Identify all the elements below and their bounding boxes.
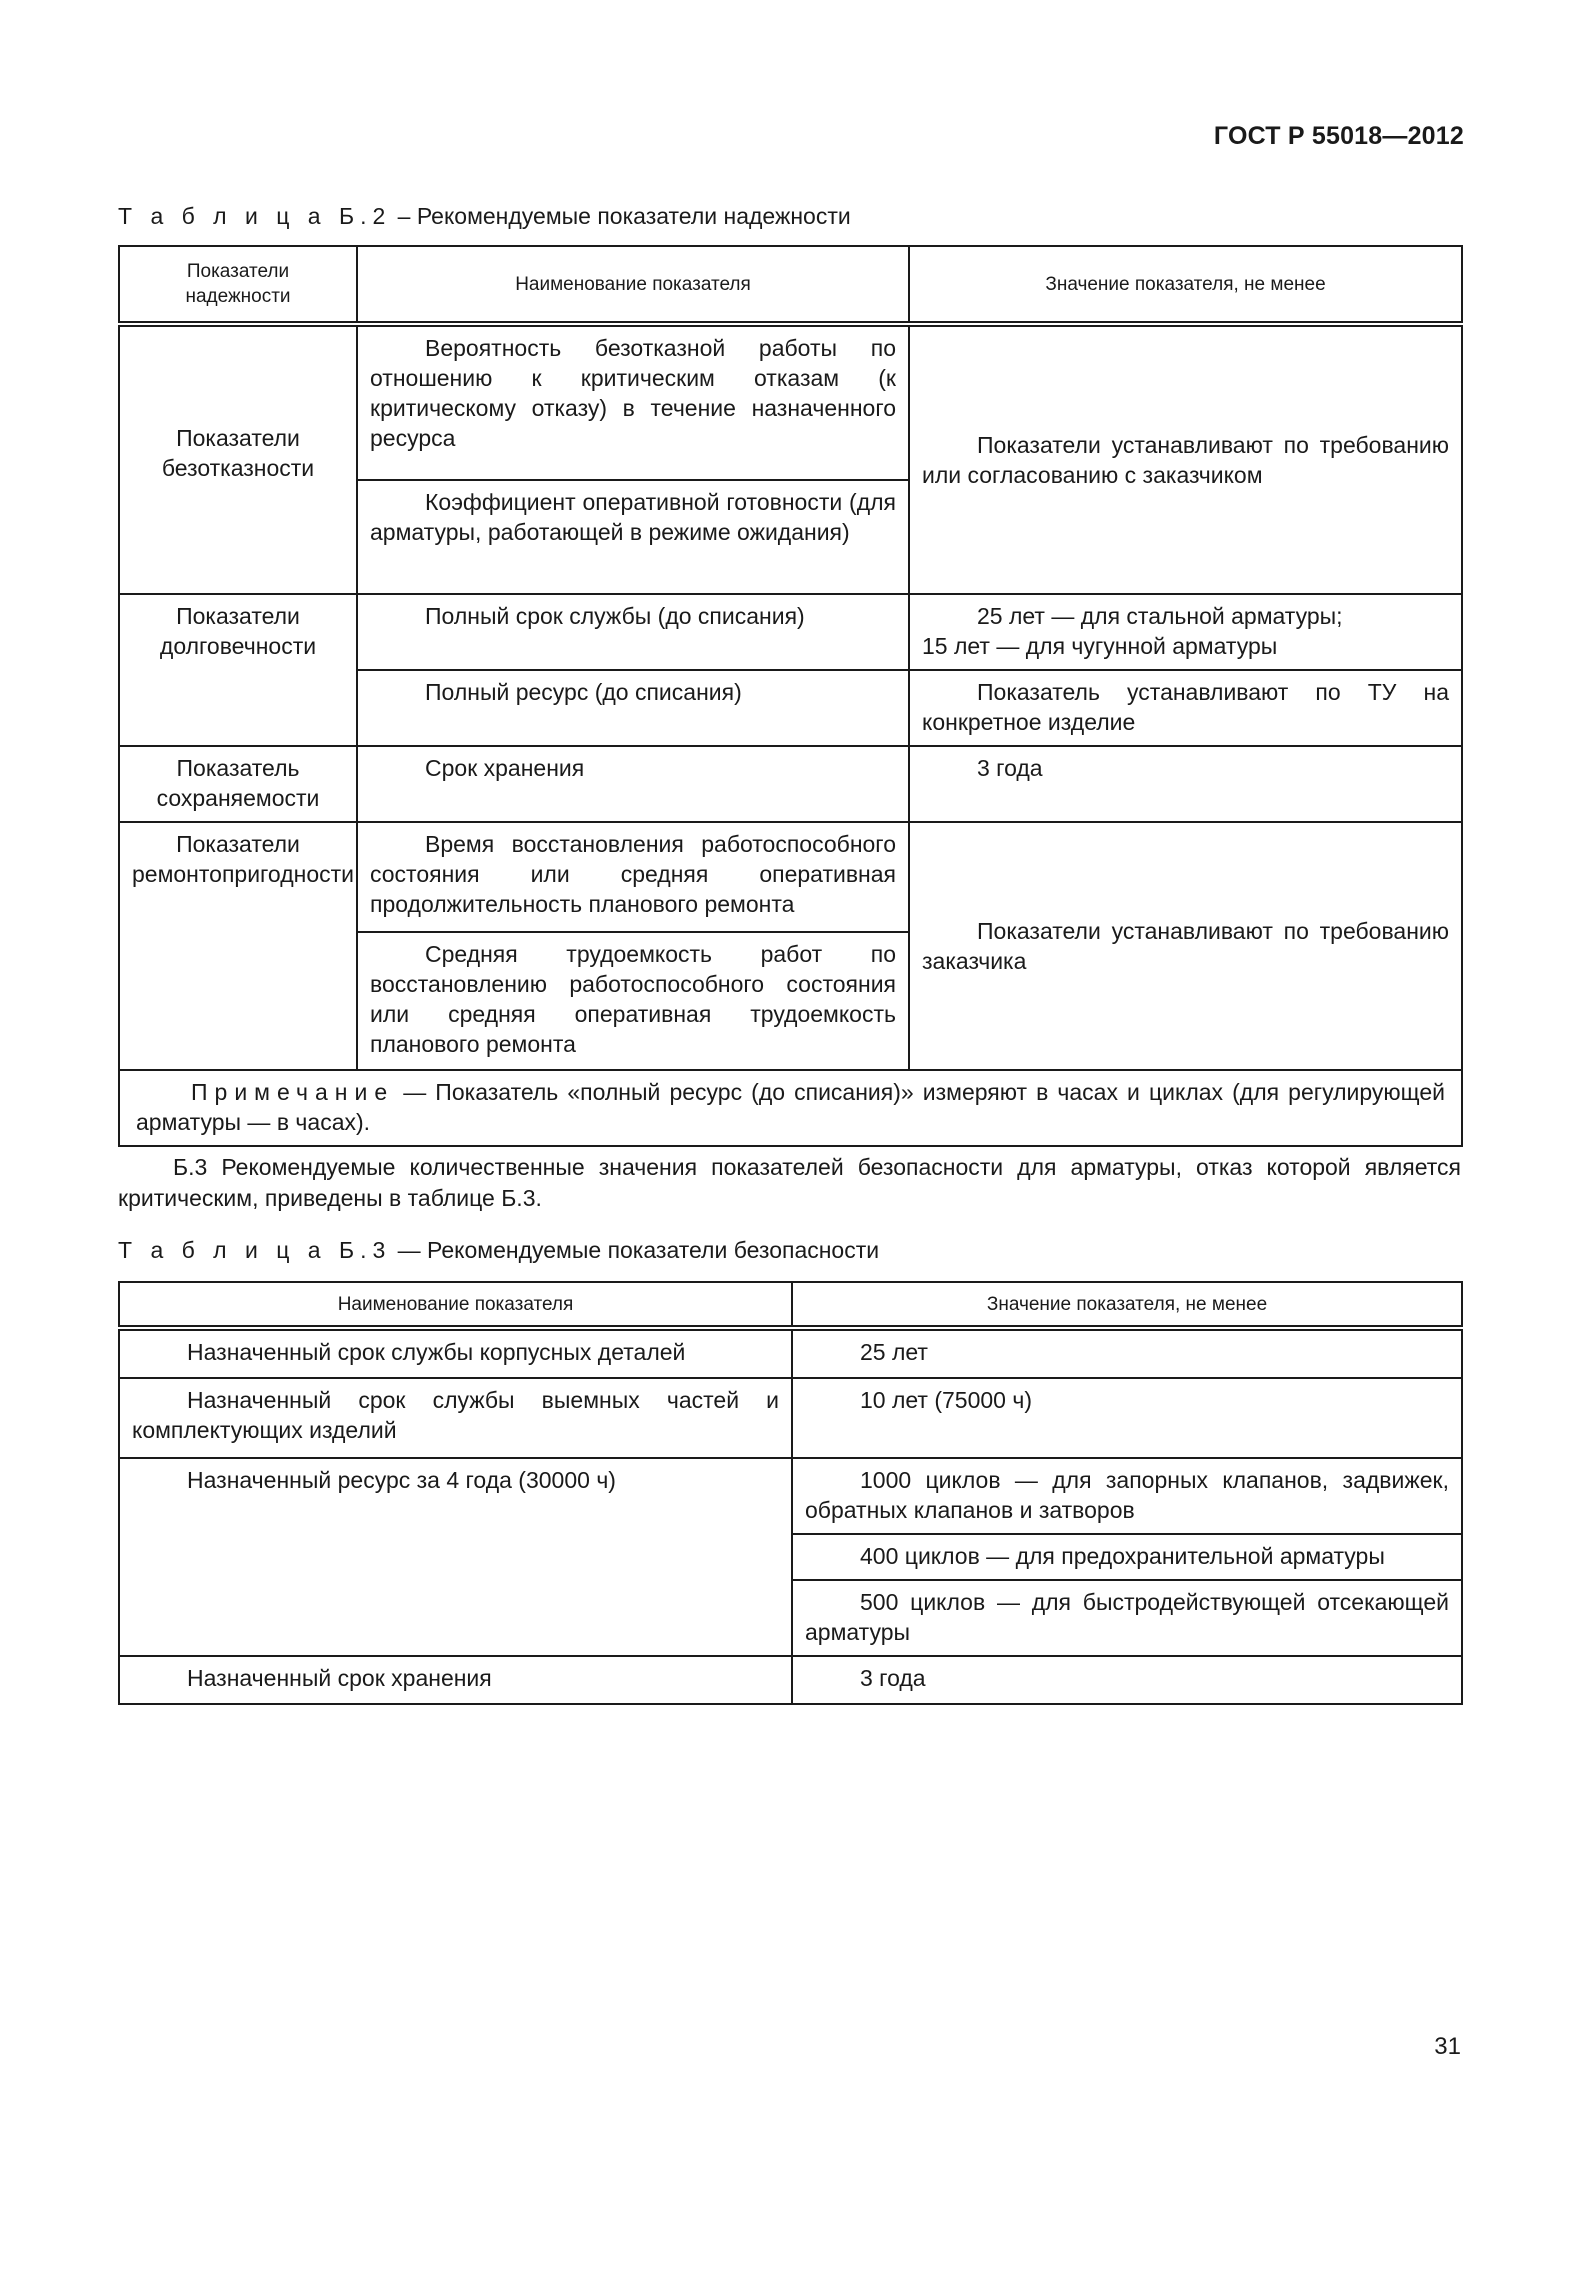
table-row xyxy=(119,746,1462,822)
indicator-name-cell: Время восстановления работоспособного состояния или средняя оперативная продолжительность планового ремонта xyxy=(357,822,909,932)
table-b2-caption-prefix: Т а б л и ц а Б.2 xyxy=(118,203,392,229)
table-b3-header-row xyxy=(119,1282,1462,1328)
table-row xyxy=(119,1328,1462,1378)
table-b2-caption xyxy=(118,203,851,230)
indicator-value-cell: 500 циклов — для быстродействующей отсекающей арматуры xyxy=(792,1580,1462,1656)
paragraph-b3: Б.3 Рекомендуемые количественные значения показателей безопасности для арматуры, отказ которой является критическим, приведены в таблице Б.3. xyxy=(118,1154,1461,1211)
document-id: ГОСТ Р 55018—2012 xyxy=(1213,122,1464,150)
indicator-value-cell: 3 года xyxy=(909,746,1462,822)
table-row xyxy=(119,594,1462,670)
indicator-value-cell: 3 года xyxy=(792,1656,1462,1704)
table-b2-caption-text: – Рекомендуемые показатели надежности xyxy=(391,203,851,229)
page-number: 31 xyxy=(1434,2033,1461,2060)
table-row xyxy=(119,1378,1462,1458)
indicator-value-cell: 400 циклов — для предохранительной арматуры xyxy=(792,1534,1462,1580)
table-b2-header-cell: Значение показателя, не менее xyxy=(909,246,1462,324)
indicator-name-cell: Вероятность безотказной работы по отношению к критическим отказам (к критическому отказу) в течение назначенного ресурса xyxy=(357,324,909,480)
table-b2-header-cell: Наименование показателя xyxy=(357,246,909,324)
table-b3-caption-prefix: Т а б л и ц а Б.3 xyxy=(118,1237,392,1263)
indicator-name-cell: Назначенный срок службы выемных частей и комплектующих изделий xyxy=(119,1378,792,1458)
indicator-name-cell: Назначенный ресурс за 4 года (30000 ч) xyxy=(119,1458,792,1656)
indicator-value-cell: 1000 циклов — для запорных клапанов, задвижек, обратных клапанов и затворов xyxy=(792,1458,1462,1534)
category-cell: Показатели долговечности xyxy=(119,594,357,746)
indicator-name-cell: Срок хранения xyxy=(357,746,909,822)
table-b2-header-row xyxy=(119,246,1462,324)
indicator-name-cell: Средняя трудоемкость работ по восстановлению работоспособного состояния или средняя оперативная трудоемкость планового ремонта xyxy=(357,932,909,1070)
table-row xyxy=(119,1656,1462,1704)
table-row xyxy=(119,324,1462,480)
indicator-name-cell: Коэффициент оперативной готовности (для арматуры, работающей в режиме ожидания) xyxy=(357,480,909,594)
indicator-value-cell: Показатели устанавливают по требованию заказчика xyxy=(909,822,1462,1070)
indicator-name-cell: Назначенный срок службы корпусных деталей xyxy=(119,1328,792,1378)
category-cell: Показатель сохраняемости xyxy=(119,746,357,822)
indicator-name-cell: Полный срок службы (до списания) xyxy=(357,594,909,670)
table-b3-header-cell: Значение показателя, не менее xyxy=(792,1282,1462,1328)
indicator-name-cell: Назначенный срок хранения xyxy=(119,1656,792,1704)
table-b3-caption-text: — Рекомендуемые показатели безопасности xyxy=(391,1237,880,1263)
table-row xyxy=(119,1458,1462,1534)
table-b3 xyxy=(118,1281,1463,1705)
indicator-value-cell: Показатели устанавливают по требованию или согласованию с заказчиком xyxy=(909,324,1462,594)
indicator-value-cell: Показатель устанавливают по ТУ на конкретное изделие xyxy=(909,670,1462,746)
indicator-value-cell: 25 лет — для стальной арматуры; 15 лет — для чугунной арматуры xyxy=(909,594,1462,670)
table-b2 xyxy=(118,245,1463,1147)
table-row xyxy=(119,822,1462,932)
table-b2-note-row xyxy=(119,1070,1462,1146)
indicator-name-cell: Полный ресурс (до списания) xyxy=(357,670,909,746)
table-b3-header-cell: Наименование показателя xyxy=(119,1282,792,1328)
note-text: — Показатель «полный ресурс (до списания)» измеряют в часах и циклах (для регулирующей арматуры — в часах). xyxy=(136,1079,1445,1135)
indicator-value-cell: 25 лет xyxy=(792,1328,1462,1378)
indicator-value-cell: 10 лет (75000 ч) xyxy=(792,1378,1462,1458)
table-b3-caption xyxy=(118,1237,879,1264)
table-b2-header-cell: Показатели надежности xyxy=(119,246,357,324)
table-note xyxy=(119,1070,1462,1146)
category-cell: Показатели безотказности xyxy=(119,324,357,594)
note-label: Примечание xyxy=(191,1079,395,1105)
category-cell: Показатели ремонтопригодности xyxy=(119,822,357,1070)
